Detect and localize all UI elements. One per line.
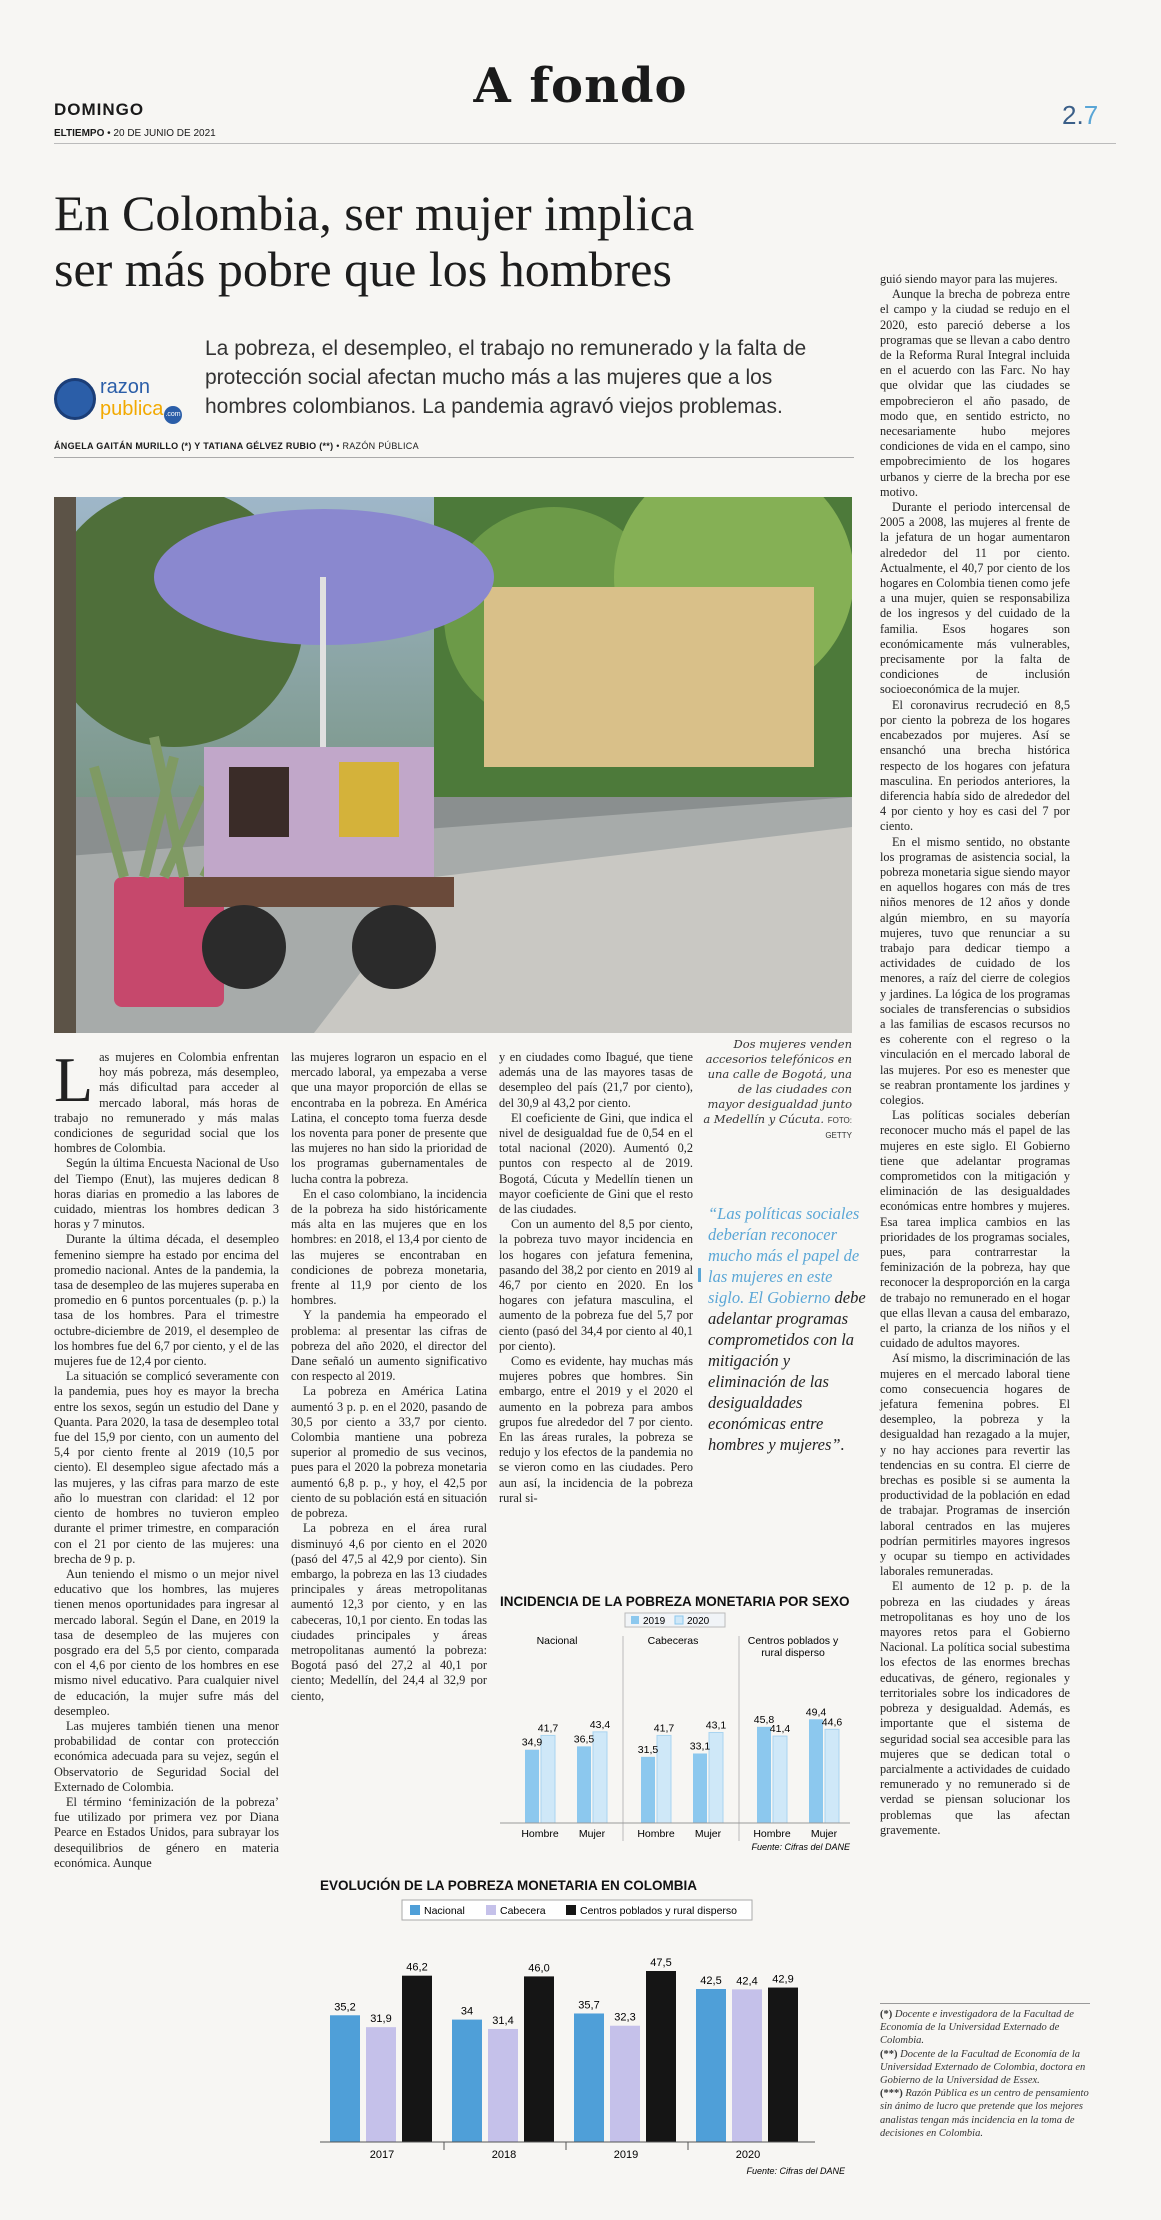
group-label: rural disperso — [761, 1647, 825, 1659]
photo-caption-text: Dos mujeres venden accesorios telefónicos en una calle de Bogotá, una de las ciudades con mayor desigualdad junto a Medellín y Cúcuta. — [703, 1037, 852, 1126]
footnote-mark: (***) — [880, 2088, 903, 2100]
paper-name: ELTIEMPO — [54, 128, 105, 139]
paragraph: Así mismo, la discriminación de las mujeres en el mercado laboral tiene como consecuencia hogares de jefatura femenina pobres. El desempleo, la pobreza y la desigualdad han rezagado a la mujer, y no hay acciones para revertir las tendencias en su contra. El cierre de brechas es posible si se aumenta la productividad de la población en edad de trabajar. Programas de inserción laboral centrados en las mujeres podrían permitirles mayores ingresos y ocupar su tiempo en actividades laborales remuneradas. — [880, 1351, 1070, 1579]
byline-rule — [54, 457, 854, 458]
paragraph: Las políticas sociales deberían reconocer mucho más el papel de las mujeres en este siglo. El Gobierno tiene que adelantar programas comprometidos con la mitigación y eliminación de las desigualdades económicas entre hombres y mujeres. Esa tarea implica cambios en las prioridades de los programas sociales, pues, para contrarrestar la feminización de la pobreza, hay que reconocer la desproporción en la carga de trabajo no remunerado en el hogar que ellas llevan a causa del embarazo, el parto, la crianza de los niños y el cuidado de adultos mayores. — [880, 1108, 1070, 1351]
bar — [696, 1989, 726, 2142]
paragraph: Con un aumento del 8,5 por ciento, la pobreza tuvo mayor incidencia en los hogares con jefatura femenina, pasando del 38,2 por ciento en 2019 al 46,7 por ciento en 2020. En los hogares con jefatura masculina, el aumento de la pobreza fue del 5,7 por ciento (pasó del 34,4 por ciento al 40,1 por ciento). — [499, 1217, 693, 1353]
logo-badge: .com — [164, 406, 182, 424]
page-number-minor: 7 — [1083, 100, 1099, 130]
pull-quote — [708, 1203, 866, 1455]
bar — [488, 2029, 518, 2142]
bar — [574, 2013, 604, 2142]
bar-2019 — [693, 1753, 707, 1823]
category-label: Hombre — [521, 1828, 559, 1840]
bar — [524, 1976, 554, 2142]
logo-text-2: publica — [100, 398, 164, 420]
chart-poverty-evolution-svg — [310, 1872, 866, 2182]
data-label: 34,9 — [521, 1736, 543, 1749]
article-column-4 — [880, 272, 1070, 1838]
legend-label: 2019 — [643, 1616, 666, 1627]
bar-2020 — [773, 1736, 787, 1823]
paragraph: Aunque la brecha de pobreza entre el campo y la ciudad se redujo en el 2020, esto pareció deberse a los programas que se llevan a cabo dentro de la Reforma Rural Integral incluida en el acuerdo con las Farc. No hay que olvidar que las ciudades se empobrecieron el año pasado, de modo que, en sentido estricto, no necesariamente hubo mejores condiciones de vida en el campo, sino empobrecimiento de los hogares urbanos y cierre de la brecha por ese motivo. — [880, 287, 1070, 499]
paragraph: Las mujeres también tienen una menor probabilidad de contar con protección económica adecuada para su vejez, según el Observatorio de Seguridad Social del Externado de Colombia. — [54, 1718, 279, 1794]
bar — [402, 1976, 432, 2142]
photo-caption — [700, 1037, 852, 1142]
paragraph: En el mismo sentido, no obstante los programas de asistencia social, la pobreza monetaria sigue siendo mayor en aquellos hogares con más de tres niños menores de 12 años y donde algún miembro, en su mayoría mujeres, tuvo que renunciar a su trabajo para dedicar tiempo a actividades de cuidado de los menores, a raíz del cierre de colegios y jardines. La lógica de los programas sociales de transferencias o subsidios a las familias de escasos recursos no es coherente con el regreso o la vinculación en el mercado laboral de las mujeres. Por eso es menester que se reabran prontamente los jardines y colegios. — [880, 834, 1070, 1107]
data-label: 33,1 — [689, 1740, 711, 1753]
chart-source: Fuente: Cifras del DANE — [746, 2166, 845, 2176]
category-label: Hombre — [637, 1828, 675, 1840]
chart-title: INCIDENCIA DE LA POBREZA MONETARIA POR SEXO — [500, 1594, 850, 1609]
paragraph: Durante la última década, el desempleo femenino siempre ha estado por encima del promedio nacional. Antes de la pandemia, la tasa de desempleo de las mujeres superaba en promedio en 6 puntos porcentuales (p. p.) la tasa de los hombres. Para el trimestre octubre-diciembre de 2019, el desempleo de los hombres fue del 6,7 por ciento, y el de las mujeres fue de 12,4 por ciento. — [54, 1232, 279, 1369]
paragraph: y en ciudades como Ibagué, que tiene además una de las mayores tasas de desempleo del país (21,7 por ciento), del 30,9 al 43,2 por ciento. — [499, 1050, 693, 1110]
data-label: 36,5 — [573, 1733, 595, 1746]
group-label: Cabeceras — [647, 1635, 699, 1647]
category-label: Mujer — [810, 1828, 838, 1840]
data-label: 43,4 — [589, 1718, 611, 1731]
bar — [732, 1989, 762, 2142]
chart-poverty-by-sex — [495, 1588, 855, 1858]
issue-date: • 20 DE JUNIO DE 2021 — [107, 128, 216, 139]
legend-label: Centros poblados y rural disperso — [580, 1905, 737, 1917]
headline — [54, 185, 854, 297]
paragraph: Y la pandemia ha empeorado el problema: al presentar las cifras de pobreza del año 2020, el director del Dane señaló un aumento significativo con respecto al 2019. — [291, 1308, 487, 1384]
bar-2020 — [657, 1735, 671, 1823]
street-vendor-photo — [54, 497, 852, 1033]
page-number-major: 2. — [1062, 100, 1084, 130]
paragraph: guió siendo mayor para las mujeres. — [880, 272, 1058, 286]
data-label: 42,4 — [736, 1975, 758, 1988]
category-label: 2017 — [369, 2149, 395, 2161]
data-label: 42,9 — [772, 1973, 794, 1986]
footnote — [880, 2087, 1090, 2140]
footnote — [880, 2048, 1090, 2088]
footnotes — [880, 2003, 1090, 2140]
byline-source: • RAZÓN PÚBLICA — [333, 441, 419, 451]
bar-2020 — [593, 1732, 607, 1823]
pullquote-marker — [698, 1268, 701, 1282]
chart-title: EVOLUCIÓN DE LA POBREZA MONETARIA EN COLOMBIA — [320, 1878, 697, 1893]
paragraph: El término ‘feminización de la pobreza’ fue utilizado por primera vez por Diana Pearce en Estados Unidos, para subrayar los desequilibrios de género en materia económica. Aunque — [54, 1794, 279, 1870]
paragraph-text: as mujeres en Colombia enfrentan hoy más pobreza, más desempleo, más dificultad para acceder al mercado laboral, más horas de trabajo no remunerado y más malas condiciones de seguridad social que los hombres de Colombia. — [54, 1050, 279, 1156]
paragraph: Como es evidente, hay muchas más mujeres pobres que hombres. Sin embargo, entre el 2019 y el 2020 el aumento en la pobreza para ambos grupos fue alrededor del 7 por ciento. En las áreas rurales, la pobreza se redujo y los efectos de la pandemia no se vieron como en las ciudades. Pero aun así, la incidencia de la pobreza rural si- — [499, 1354, 693, 1505]
paragraph: La pobreza en América Latina aumentó 3 p. p. en el 2020, pasando de 30,5 por ciento a 33,7 por ciento. Colombia mantiene una pobreza superior al promedio de sus vecinos, pues para el 2020 la pobreza monetaria aumentó 6,8 p. p., y hoy, el 42,5 por ciento de su población está en situación de pobreza. — [291, 1384, 487, 1521]
bar-2019 — [809, 1719, 823, 1823]
logo-text-1: razon — [100, 376, 151, 398]
bar-2019 — [577, 1746, 591, 1823]
bar — [646, 1971, 676, 2142]
bar — [452, 2020, 482, 2142]
section-label: DOMINGO — [54, 100, 145, 119]
legend-swatch-2019 — [631, 1616, 639, 1624]
headline-line-2: ser más pobre que los hombres — [54, 241, 672, 297]
paragraph: En el caso colombiano, la incidencia de la pobreza ha sido históricamente más alta en las mujeres que en los hombres: en 2018, el 13,4 por ciento de las mujeres se encontraban en condiciones de pobreza monetaria, frente al 11,9 por ciento de los hombres. — [291, 1186, 487, 1308]
chart-poverty-by-sex-svg — [495, 1588, 855, 1858]
paragraph: El coronavirus recrudeció en 8,5 por ciento la pobreza de los hogares encabezados por mujeres. Así se ensanchó una brecha histórica respecto de los hogares con jefatura masculina. En periodos anteriores, la diferencia había sido de alrededor del 4 por ciento y hoy es casi del 7 por ciento. — [880, 697, 1070, 834]
data-label: 42,5 — [700, 1975, 722, 1987]
data-label: 35,7 — [578, 1999, 600, 2012]
footnote-text: Razón Pública es un centro de pensamiento sin ánimo de lucro que pretende que los mejores analistas tengan más incidencia en la toma de decisiones en Colombia. — [880, 2088, 1089, 2139]
category-label: 2019 — [613, 2149, 639, 2161]
chart-poverty-evolution — [310, 1872, 866, 2182]
category-label: Mujer — [694, 1828, 722, 1840]
page-number — [1062, 100, 1098, 131]
paragraph: Durante el periodo intercensal de 2005 a 2008, las mujeres al frente de la jefatura de un hogar aumentaron alrededor del 11 por ciento. Actualmente, el 40,7 por ciento de los hogares en Colombia tienen como jefe a una mujer, quien se responsabiliza de los ingresos y del cuidado de la familia. Esos hogares son económicamente más vulnerables, precisamente por la falta de condiciones de inclusión socioeconómica de la mujer. — [880, 500, 1070, 697]
paragraph: La situación se complicó severamente con la pandemia, pues hoy es mayor la brecha entre los sexos, según un estudio del Dane y Quanta. Para 2020, la tasa de desempleo total fue del 15,9 por ciento, con un aumento del 5,4 por ciento frente al 2019 (10,5 por ciento). El desempleo sigue afectado más a las mujeres, y las cifras para marzo de este año lo muestran con claridad: el 12 por ciento de hombres no tuvieron empleo durante el primer trimestre, en comparación con el 21 por ciento de las mujeres: una brecha de 9 p. p. — [54, 1369, 279, 1566]
legend-swatch — [486, 1905, 496, 1915]
data-label: 41,7 — [653, 1722, 675, 1735]
data-label: 44,6 — [821, 1716, 843, 1729]
paragraph: La pobreza en el área rural disminuyó 4,6 por ciento en el 2020 (pasó del 47,5 al 42,9 por ciento). Sin embargo, la pobreza en las 13 ciudades principales y áreas metropolitanas aumentó 12,3 por ciento, y en las cabeceras, 10,1 por ciento. En todas las ciudades principales y áreas metropolitanas aumentó la pobreza: Bogotá pasó del 27,2 al 40,1 por ciento; Medellín, del 24,4 al 32,9 por ciento, — [291, 1521, 487, 1703]
headline-line-1: En Colombia, ser mujer implica — [54, 185, 695, 241]
article-photo — [54, 497, 852, 1033]
legend-swatch — [566, 1905, 576, 1915]
bar — [366, 2027, 396, 2142]
paragraph: las mujeres lograron un espacio en el mercado laboral, ya empezaba a verse que una mayor proporción de ellas se encontraba en la pobreza. En América Latina, el concepto toma fuerza desde los noventa para poner de presente que las mujeres no han sido la prioridad de los programas gubernamentales de lucha contra la pobreza. — [291, 1050, 487, 1186]
paragraph — [54, 1044, 279, 1156]
data-label: 43,1 — [705, 1719, 727, 1732]
bar — [768, 1988, 798, 2142]
article-column-2 — [291, 1050, 487, 1704]
header-rule — [54, 143, 1116, 144]
bar — [330, 2015, 360, 2142]
article-column-3 — [499, 1050, 693, 1506]
lede: La pobreza, el desempleo, el trabajo no remunerado y la falta de protección social afectan mucho más a las mujeres que a los hombres colombianos. La pandemia agravó viejos problemas. — [205, 337, 807, 418]
data-label: 41,4 — [769, 1723, 791, 1736]
paragraph: Según la última Encuesta Nacional de Uso del Tiempo (Enut), las mujeres dedican 8 horas diarias en promedio a las labores de cuidado, mientras los hombres dedican 3 horas y 7 minutos. — [54, 1156, 279, 1232]
data-label: 46,2 — [406, 1961, 428, 1974]
razon-publica-logo — [54, 376, 184, 426]
data-label: 46,0 — [528, 1962, 550, 1975]
legend-label: 2020 — [687, 1616, 710, 1627]
data-label: 31,9 — [370, 2013, 392, 2026]
footnote-text: Docente de la Facultad de Economía de la Universidad Externado de Colombia, doctora en Gobierno de la Universidad de Essex. — [880, 2048, 1086, 2087]
category-label: 2018 — [491, 2149, 517, 2161]
bar-2019 — [641, 1757, 655, 1823]
bar-2019 — [525, 1750, 539, 1823]
footnote-mark: (*) — [880, 2009, 893, 2020]
legend-label: Nacional — [424, 1905, 465, 1917]
data-label: 49,4 — [805, 1706, 827, 1719]
category-label: Hombre — [753, 1828, 791, 1840]
article-column-1 — [54, 1044, 279, 1871]
logo-circle-icon — [54, 378, 96, 420]
bar-2019 — [757, 1727, 771, 1823]
data-label: 32,3 — [614, 2011, 636, 2024]
data-label: 34 — [460, 2005, 474, 2018]
data-label: 41,7 — [537, 1722, 559, 1735]
legend-label: Cabecera — [500, 1905, 546, 1917]
section-title: A fondo — [473, 58, 688, 114]
chart-source: Fuente: Cifras del DANE — [751, 1842, 850, 1852]
paragraph: Aun teniendo el mismo o un mejor nivel educativo que los hombres, las mujeres tienen menos oportunidades para ingresar al mercado laboral. Según el Dane, en 2019 la tasa de desempleo de las mujeres con posgrado era del 5,5 por ciento, comparada con el 4,6 por ciento de los hombres en ese mismo nivel educativo. Para cualquier nivel de educación, la mujer sufre más del desempleo. — [54, 1566, 279, 1718]
data-label: 35,2 — [334, 2001, 356, 2014]
data-label: 47,5 — [650, 1957, 672, 1969]
footnote-text: Docente e investigadora de la Facultad de Economía de la Universidad Externado de Colombia. — [880, 2009, 1074, 2047]
photo-credit: FOTO: GETTY — [825, 1116, 852, 1140]
paragraph: El coeficiente de Gini, que indica el nivel de desigualdad fue de 0,54 en el total nacional (2020). Aumentó 0,2 puntos con respecto al de 2019. Bogotá, Cúcuta y Medellín tienen un mayor coeficiente de Gini que el resto de las ciudades. — [499, 1110, 693, 1217]
footnote — [880, 2008, 1090, 2048]
footnote-mark: (**) — [880, 2048, 898, 2060]
paper-date — [54, 128, 216, 139]
bar-2020 — [709, 1732, 723, 1823]
byline-authors: ÁNGELA GAITÁN MURILLO (*) Y TATIANA GÉLVEZ RUBIO (**) — [54, 441, 334, 451]
drop-cap: L — [54, 1044, 94, 1115]
group-label: Nacional — [536, 1635, 578, 1647]
category-label: Mujer — [578, 1828, 606, 1840]
legend-swatch-2020 — [675, 1616, 683, 1624]
data-label: 31,5 — [637, 1743, 659, 1756]
bar-2020 — [541, 1735, 555, 1823]
byline — [54, 441, 419, 451]
legend-swatch — [410, 1905, 420, 1915]
pull-quote-highlight: “Las políticas sociales deberían reconocer mucho más el papel de las mujeres en este siglo. El Gobierno — [708, 1204, 860, 1307]
data-label: 31,4 — [492, 2014, 514, 2027]
group-label: Centros poblados y — [747, 1635, 839, 1647]
pull-quote-text: debe adelantar programas comprometidos con la mitigación y eliminación de las desigualdades económicas entre hombres y mujeres”. — [708, 1288, 866, 1454]
paragraph: El aumento de 12 p. p. de la pobreza en las ciudades y áreas metropolitanas es hoy uno de los mayores retos para el Gobierno Nacional. La política social subestima los efectos de las enormes brechas educativas, de género, regionales y territoriales sobre los indicadores de pobreza y desigualdad. Además, es importante que el sistema de seguridad social sea accesible para las mujeres que se dedican total o parcialmente a actividades de cuidado remunerado y no remunerado si de verdad se piensan solucionar los problemas que las afectan gravemente. — [880, 1579, 1070, 1837]
category-label: 2020 — [735, 2149, 761, 2161]
bar-2020 — [825, 1729, 839, 1823]
data-label: 45,8 — [753, 1713, 775, 1726]
bar — [610, 2026, 640, 2142]
